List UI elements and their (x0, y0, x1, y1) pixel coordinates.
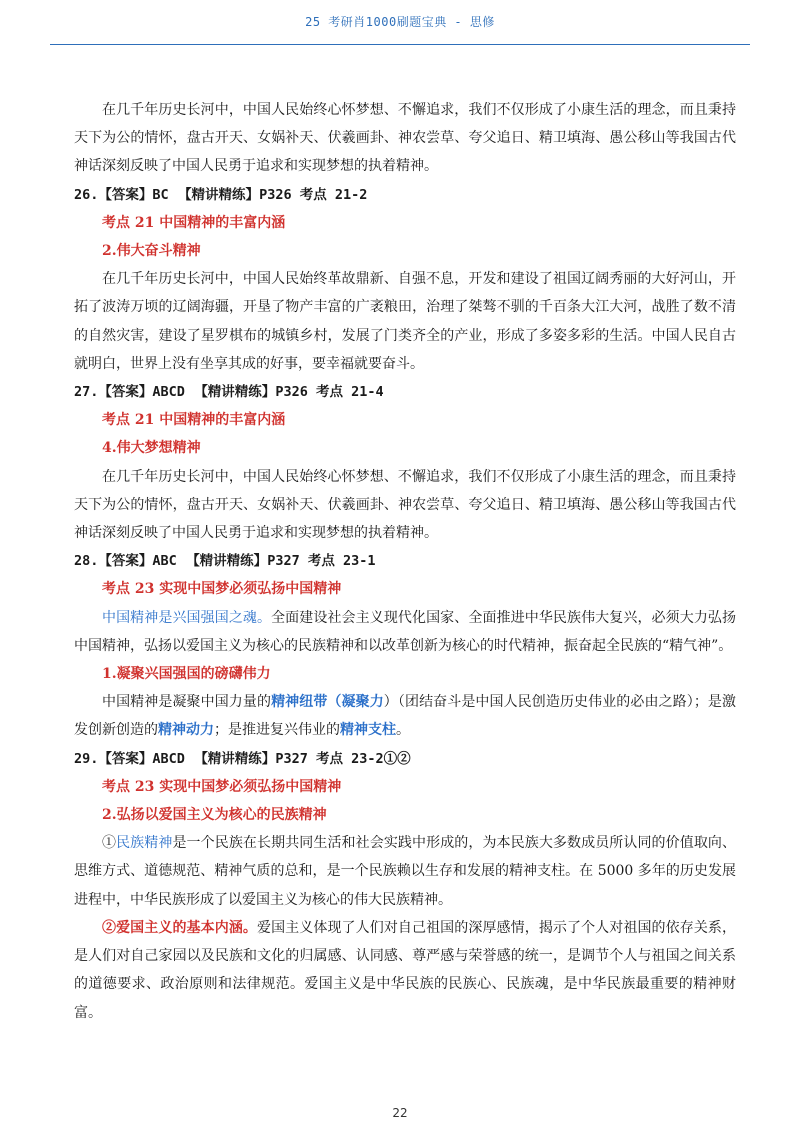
document-body (74, 96, 736, 1027)
page-number: 22 (392, 1106, 408, 1120)
highlight-text: ②爱国主义的基本内涵。 (102, 919, 257, 936)
highlight-text: 中国精神是兴国强国之魂。 (102, 609, 272, 626)
answer-heading-27: 27.【答案】ABCD 【精讲精练】P326 考点 21-4 (74, 384, 384, 401)
paragraph: 在几千年历史长河中，中国人民始终革故鼎新、自强不息，开发和建设了祖国辽阔秀丽的大好河山，开拓了波涛万顷的辽阔海疆，开垦了物产丰富的广袤粮田，治理了桀骜不驯的千百条大江大河，战胜了数不清的自然灾害，建设了星罗棋布的城镇乡村，发展了门类齐全的产业，形成了多姿多彩的生活。中国人民自古就明白，世界上没有坐享其成的好事，要幸福就要奋斗。 (74, 271, 736, 372)
topic-heading: 考点 23 实现中国梦必须弘扬中国精神 (102, 581, 342, 598)
paragraph: ②爱国主义的基本内涵。爱国主义体现了人们对自己祖国的深厚感情，揭示了个人对祖国的依存关系，是人们对自己家园以及民族和文化的归属感、认同感、尊严感与荣誉感的统一，是调节个人与祖国之间关系的道德要求、政治原则和法律规范。爱国主义是中华民族的民族心、民族魂，是中华民族最重要的精神财富。 (74, 919, 736, 1021)
sub-heading: 1.凝聚兴国强国的磅礴伟力 (102, 666, 271, 683)
sub-heading: 2.弘扬以爱国主义为核心的民族精神 (102, 807, 327, 824)
paragraph: 在几千年历史长河中，中国人民始终心怀梦想、不懈追求，我们不仅形成了小康生活的理念，而且秉持天下为公的情怀，盘古开天、女娲补天、伏羲画卦、神农尝草、夸父追日、精卫填海、愚公移山等我国古代神话深刻反映了中国人民勇于追求和实现梦想的执着精神。 (74, 468, 736, 542)
answer-heading-29: 29.【答案】ABCD 【精讲精练】P327 考点 23-2①② (74, 750, 411, 767)
topic-heading: 考点 21 中国精神的丰富内涵 (102, 412, 286, 429)
sub-heading: 4.伟大梦想精神 (102, 440, 201, 457)
answer-heading-26: 26.【答案】BC 【精讲精练】P326 考点 21-2 (74, 186, 368, 203)
sub-heading: 2.伟大奋斗精神 (102, 243, 201, 260)
answer-heading-28: 28.【答案】ABC 【精讲精练】P327 考点 23-1 (74, 553, 376, 570)
paragraph: 中国精神是兴国强国之魂。全面建设社会主义现代化国家、全面推进中华民族伟大复兴，必须大力弘扬中国精神，弘扬以爱国主义为核心的民族精神和以改革创新为核心的时代精神，振奋起全民族的“精气神”。 (74, 609, 737, 654)
page-header: 25 考研肖1000刷题宝典 - 思修 (305, 15, 495, 29)
paragraph: 在几千年历史长河中，中国人民始终心怀梦想、不懈追求，我们不仅形成了小康生活的理念，而且秉持天下为公的情怀，盘古开天、女娲补天、伏羲画卦、神农尝草、夸父追日、精卫填海、愚公移山等我国古代神话深刻反映了中国人民勇于追求和实现梦想的执着精神。 (74, 102, 736, 175)
topic-heading: 考点 21 中国精神的丰富内涵 (102, 214, 286, 231)
header-divider (50, 44, 750, 45)
highlight-text: 精神纽带（凝聚力 (271, 694, 384, 711)
paragraph: 中国精神是凝聚中国力量的精神纽带（凝聚力）（团结奋斗是中国人民创造历史伟业的必由之路）；是激发创新创造的精神动力；是推进复兴伟业的精神支柱。 (74, 694, 737, 739)
paragraph: ①民族精神是一个民族在长期共同生活和社会实践中形成的，为本民族大多数成员所认同的价值取向、思维方式、道德规范、精神气质的总和，是一个民族赖以生存和发展的精神支柱。在 5000 多年的历史发展进程中，中华民族形成了以爱国主义为核心的伟大民族精神。 (74, 835, 737, 908)
highlight-text: 民族精神 (116, 835, 173, 852)
highlight-text: 精神支柱 (340, 722, 396, 739)
highlight-text: 精神动力 (158, 722, 214, 739)
topic-heading: 考点 23 实现中国梦必须弘扬中国精神 (102, 778, 342, 795)
